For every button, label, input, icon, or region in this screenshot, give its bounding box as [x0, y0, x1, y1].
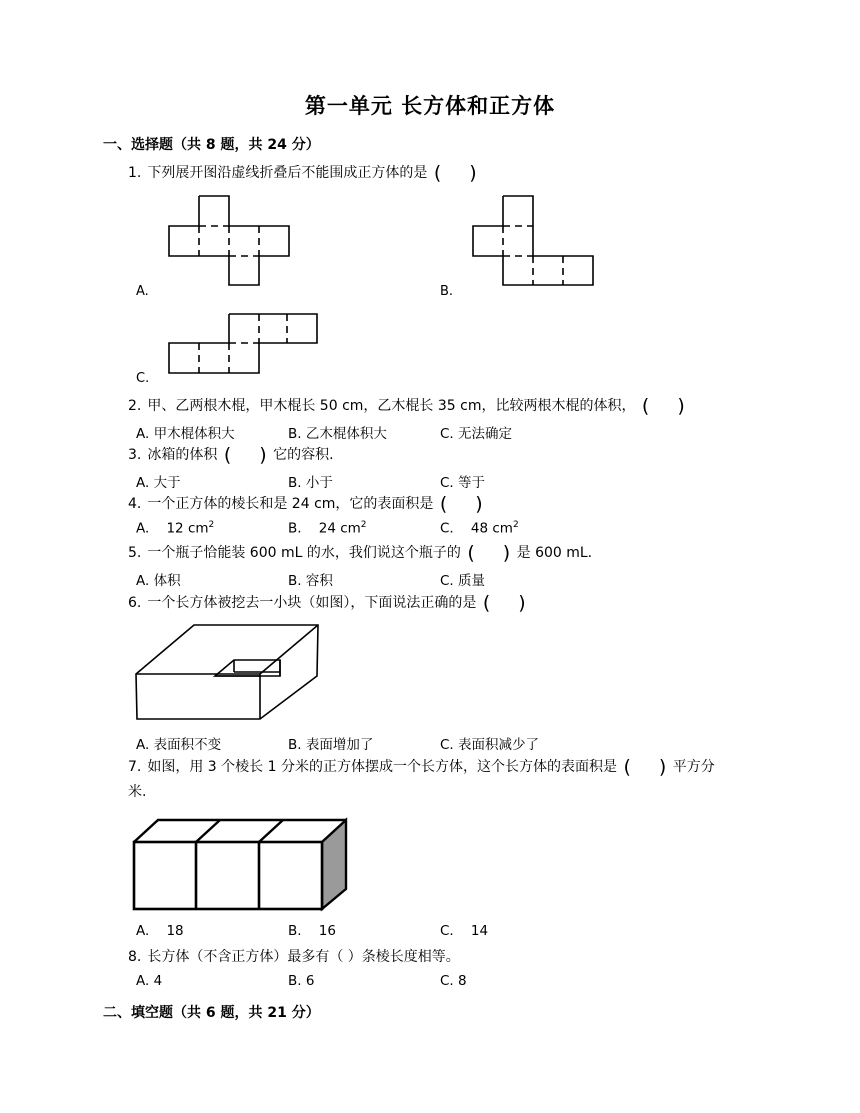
question-5: 5. 一个瓶子恰能装 600 mL 的水，我们说这个瓶子的 ( ) 是 600 mL. [128, 542, 593, 564]
cube-net-figure-a [168, 195, 293, 287]
option-5c: C. 质量 [440, 573, 486, 589]
option-8b: B. 6 [288, 973, 315, 989]
option-4b: B. 24 $cm^2$ [288, 520, 367, 537]
option-3b: B. 小于 [288, 475, 333, 491]
option-4c: C. 48 $cm^2$ [440, 520, 519, 537]
option-7c: C. 14 [440, 923, 489, 939]
question-4-text: 一个正方体的棱长和是 24 cm，它的表面积是 [147, 496, 434, 512]
question-8: 8. 长方体（不含正方体）最多有（ ）条棱长度相等。 [128, 949, 460, 965]
option-7a: A. 18 [136, 923, 184, 939]
option-2c: C. 无法确定 [440, 426, 513, 442]
question-5-text: 一个瓶子恰能装 600 mL 的水，我们说这个瓶子的 [147, 545, 461, 561]
option-6a: A. 表面积不变 [136, 737, 222, 753]
question-4: 4. 一个正方体的棱长和是 24 cm，它的表面积是 ( ) [128, 493, 483, 515]
question-2-text: 甲、乙两根木棍，甲木棍长 50 cm，乙木棍长 35 cm，比较两根木棍的体积， [147, 398, 636, 414]
cube-net-figure-b [472, 195, 597, 287]
option-3c: C. 等于 [440, 475, 486, 491]
question-3-text: 冰箱的体积 [147, 447, 218, 463]
question-7-line2: 米. [128, 784, 147, 800]
question-3-text-after: 它的容积. [273, 447, 334, 463]
option-1b-label: B. [440, 284, 454, 299]
option-5b: B. 容积 [288, 573, 333, 589]
question-7: 7. 如图，用 3 个棱长 1 分米的正方体摆成一个长方体，这个长方体的表面积是 ( ) 平方分 [128, 756, 715, 778]
option-6c: C. 表面积减少了 [440, 737, 540, 753]
option-1c-label: C. [136, 371, 150, 386]
question-5-text-after: 是 600 mL. [516, 545, 593, 561]
option-3a: A. 大于 [136, 475, 181, 491]
page-title: 第一单元 长方体和正方体 [304, 94, 556, 118]
option-2b: B. 乙木棍体积大 [288, 426, 387, 442]
section-heading-choice: 一、选择题（共 8 题，共 24 分） [103, 137, 320, 153]
option-4a: A. 12 $cm^2$ [136, 520, 215, 537]
option-6b: B. 表面增加了 [288, 737, 374, 753]
question-6-text: 一个长方体被挖去一小块（如图），下面说法正确的是 [147, 595, 477, 611]
question-1: 1. 下列展开图沿虚线折叠后不能围成正方体的是 ( ) [128, 162, 477, 184]
question-7-text-after: 平方分 [672, 759, 715, 775]
question-3: 3. 冰箱的体积 ( ) 它的容积. [128, 444, 334, 466]
question-7-text: 如图，用 3 个棱长 1 分米的正方体摆成一个长方体，这个长方体的表面积是 [147, 759, 617, 775]
question-1-text: 下列展开图沿虚线折叠后不能围成正方体的是 [147, 165, 428, 181]
question-6: 6. 一个长方体被挖去一小块（如图），下面说法正确的是 ( ) [128, 592, 526, 614]
option-2a: A. 甲木棍体积大 [136, 426, 235, 442]
option-7b: B. 16 [288, 923, 336, 939]
question-2: 2. 甲、乙两根木棍，甲木棍长 50 cm，乙木棍长 35 cm，比较两根木棍的体积， ( ) [128, 395, 685, 417]
net-a-fold-lines [199, 226, 259, 256]
option-5a: A. 体积 [136, 573, 181, 589]
cube-net-figure-c [168, 313, 320, 375]
question-8-text: 长方体（不含正方体）最多有（ ）条棱长度相等。 [147, 949, 460, 965]
cuboid-with-notch-figure [135, 624, 350, 724]
three-cubes-figure [132, 817, 350, 911]
option-8c: C. 8 [440, 973, 467, 989]
section-heading-fill: 二、填空题（共 6 题，共 21 分） [103, 1005, 320, 1021]
option-1a-label: A. [136, 284, 149, 299]
option-8a: A. 4 [136, 973, 163, 989]
